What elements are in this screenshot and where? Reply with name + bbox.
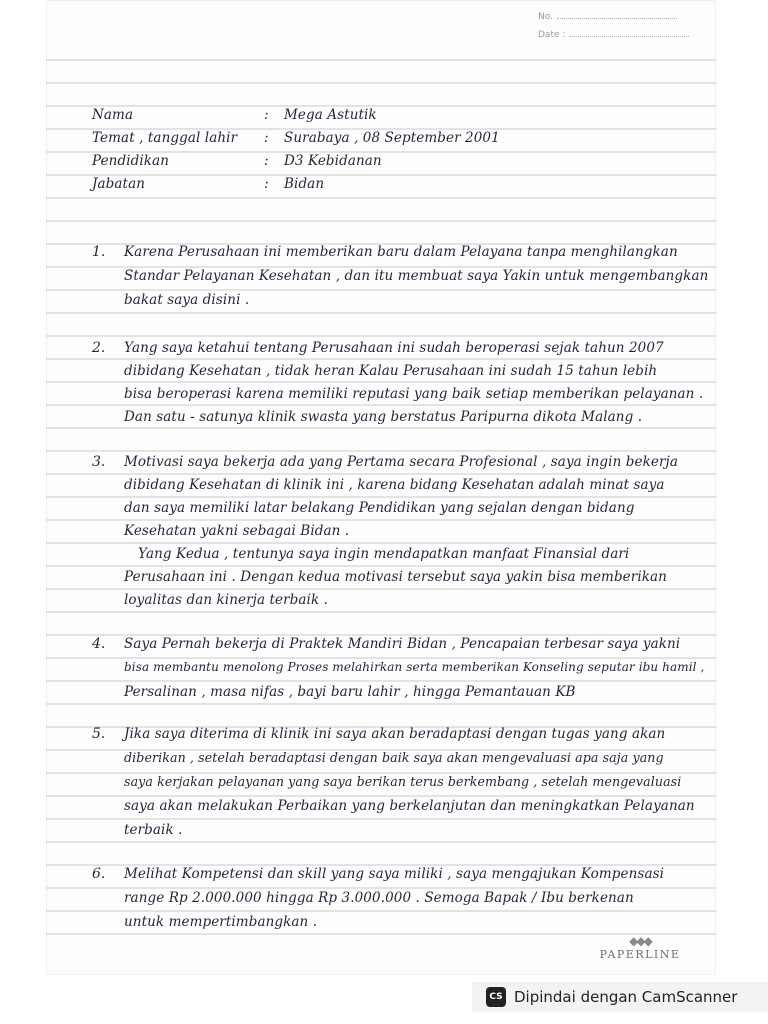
camscanner-icon: CS — [486, 987, 506, 1007]
answer-line: dibidang Kesehatan , tidak heran Kalau Perusahaan ini sudah 15 tahun lebih — [124, 363, 658, 379]
answer-line: Standar Pelayanan Kesehatan , dan itu membuat saya Yakin untuk mengembangkan — [124, 268, 709, 284]
answer-number: 5. — [92, 726, 106, 742]
answer-line: dan saya memiliki latar belakang Pendidikan yang sejalan dengan bidang — [124, 500, 635, 516]
answer-line: dibidang Kesehatan di klinik ini , karena bidang Kesehatan adalah minat saya — [124, 477, 665, 493]
answer-line: bakat saya disini . — [124, 292, 250, 308]
answer-line: saya kerjakan pelayanan yang saya berikan terus berkembang , setelah mengevaluasi — [124, 774, 682, 789]
answer-line: Yang saya ketahui tentang Perusahaan ini sudah beroperasi sejak tahun 2007 — [124, 340, 664, 356]
answer-number: 2. — [92, 340, 106, 356]
answer-line: saya akan melakukan Perbaikan yang berkelanjutan dan meningkatkan Pelayanan — [124, 798, 695, 814]
answer-line: loyalitas dan kinerja terbaik . — [124, 592, 329, 608]
answer-line: terbaik . — [124, 822, 183, 838]
answer-line: Jika saya diterima di klinik ini saya akan beradaptasi dengan tugas yang akan — [124, 726, 666, 742]
answer-line: Melihat Kompetensi dan skill yang saya miliki , saya mengajukan Kompensasi — [124, 866, 665, 882]
identity-sep-education: : — [264, 153, 269, 169]
paperline-mark-icon: ◆◆◆ — [629, 934, 651, 948]
no-label: No. — [538, 12, 553, 22]
identity-value-education: D3 Kebidanan — [284, 153, 382, 169]
answer-line: Perusahaan ini . Dengan kedua motivasi tersebut saya yakin bisa memberikan — [124, 569, 667, 585]
answer-number: 6. — [92, 866, 106, 882]
answer-line: Yang Kedua , tentunya saya ingin mendapatkan manfaat Finansial dari — [138, 546, 630, 562]
date-field — [538, 30, 689, 40]
camscanner-watermark — [472, 982, 768, 1012]
identity-label-name: Nama — [92, 107, 134, 123]
answer-line: Saya Pernah bekerja di Praktek Mandiri Bidan , Pencapaian terbesar saya yakni — [124, 636, 681, 652]
answer-line: Motivasi saya bekerja ada yang Pertama secara Profesional , saya ingin bekerja — [124, 454, 678, 470]
answer-line: bisa membantu menolong Proses melahirkan serta memberikan Konseling seputar ibu hamil , — [124, 660, 705, 674]
answer-line: Kesehatan yakni sebagai Bidan . — [124, 523, 350, 539]
identity-label-education: Pendidikan — [92, 153, 170, 169]
identity-value-birth: Surabaya , 08 September 2001 — [284, 130, 500, 146]
notebook-page — [46, 0, 716, 975]
identity-sep-position: : — [264, 176, 269, 192]
answer-line: Karena Perusahaan ini memberikan baru dalam Pelayana tanpa menghilangkan — [124, 244, 678, 260]
date-label: Date : — [538, 30, 566, 40]
paperline-wordmark: PAPERLINE — [599, 948, 681, 961]
paperline-logo — [598, 934, 682, 961]
identity-value-position: Bidan — [284, 176, 325, 192]
answer-line: Dan satu - satunya klinik swasta yang berstatus Paripurna dikota Malang . — [124, 409, 643, 425]
answer-line: untuk mempertimbangkan . — [124, 914, 318, 930]
identity-value-name: Mega Astutik — [284, 107, 377, 123]
answer-line: Persalinan , masa nifas , bayi baru lahir , hingga Pemantauan KB — [124, 684, 576, 700]
camscanner-text: Dipindai dengan CamScanner — [514, 988, 738, 1006]
answer-number: 1. — [92, 244, 106, 260]
answer-line: diberikan , setelah beradaptasi dengan baik saya akan mengevaluasi apa saja yang — [124, 750, 664, 765]
no-field — [538, 12, 677, 22]
answer-line: range Rp 2.000.000 hingga Rp 3.000.000 . Semoga Bapak / Ibu berkenan — [124, 890, 634, 906]
identity-label-birth: Temat , tanggal lahir — [92, 130, 238, 146]
answer-number: 4. — [92, 636, 106, 652]
identity-sep-name: : — [264, 107, 269, 123]
identity-label-position: Jabatan — [92, 176, 146, 192]
identity-sep-birth: : — [264, 130, 269, 146]
answer-number: 3. — [92, 454, 106, 470]
answer-line: bisa beroperasi karena memiliki reputasi yang baik setiap memberikan pelayanan . — [124, 386, 704, 402]
